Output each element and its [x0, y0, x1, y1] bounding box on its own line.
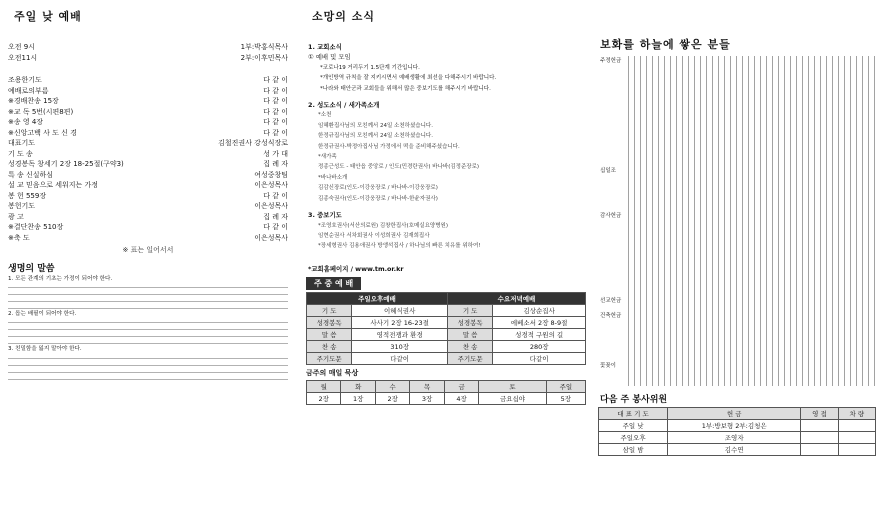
order-person: 집 례 자: [263, 212, 288, 221]
offering-label: 선교헌금: [600, 298, 622, 304]
bible-day: 수: [375, 381, 409, 393]
order-row: [8, 149, 288, 160]
sermon-title: 생명의 말씀: [8, 264, 55, 274]
order-item: 봉 헌 559장: [8, 191, 47, 200]
order-row: [8, 180, 288, 191]
duty-cell: [838, 420, 875, 432]
sermon-point: 2. 돕는 배필이 되어야 한다.: [8, 311, 77, 318]
prayer-news: 3. 중보기도: [308, 211, 342, 220]
duty-service: 주일오후: [599, 432, 668, 444]
offering-names-block: [626, 56, 876, 386]
offering-label: 건축헌금: [600, 313, 622, 319]
order-row: [8, 233, 288, 244]
order-item: 기 도 송: [8, 149, 33, 158]
offering-list: [600, 56, 876, 386]
order-row: [8, 128, 288, 139]
order-row: [8, 222, 288, 233]
order-item: 봉헌기도: [8, 202, 36, 210]
weekly-cell: 이혜식권사: [352, 305, 448, 317]
order-row: [8, 138, 288, 149]
order-row: [8, 96, 288, 107]
sermon-filler: [8, 319, 288, 345]
time-2: 오전11시: [8, 53, 38, 62]
weekly-cell: 다같이: [493, 353, 586, 365]
weekly-cell: 찬 송: [307, 341, 352, 353]
order-item: ※교 독 5번(시편8편): [8, 107, 74, 116]
duty-cell: [801, 444, 838, 456]
order-item: 성경봉독 창세기 2장 18-25절(구약3): [8, 160, 124, 168]
bible-chapter: 금요십야: [479, 393, 546, 405]
middle-column: [300, 0, 592, 529]
duty-cell: [801, 420, 838, 432]
offering-label: 감사헌금: [600, 213, 622, 219]
order-row: [8, 75, 288, 86]
sermon-body: [8, 276, 288, 381]
duty-cell: [801, 432, 838, 444]
offering-labels: [600, 56, 626, 386]
order-item: 설 교 믿음으로 세워지는 가정: [8, 181, 99, 189]
duty-row: [599, 432, 876, 444]
duty-row: [599, 444, 876, 456]
order-item: 예배로의부름: [8, 86, 49, 95]
order-row: [8, 212, 288, 223]
order-person: 다 같 이: [263, 128, 288, 137]
order-person: 김철진권사 강성식장로: [218, 139, 288, 147]
leader-1: 1부:박홍식목사: [240, 43, 288, 51]
church-news: 1. 교회소식: [308, 43, 342, 51]
sermon-point: 1. 모든 관계의 기초는 가정이 되어야 한다.: [8, 276, 113, 282]
order-item: 특 송 신실하심: [8, 170, 54, 179]
weekly-cell: 주기도문: [447, 353, 492, 365]
bible-day: 금: [444, 381, 478, 393]
bible-day: 화: [341, 381, 375, 393]
news-item: *나라와 태안군과 교회들을 위해서 많은 중보기도를 해주시기 바랍니다.: [320, 85, 491, 92]
weekly-row: [307, 353, 586, 365]
order-person: 다 같 이: [263, 76, 288, 84]
weekly-cell: 김상순집사: [493, 305, 586, 317]
order-row: [8, 191, 288, 202]
order-row: [8, 107, 288, 118]
worship-times: [8, 42, 288, 63]
order-person: 다 같 이: [263, 191, 288, 200]
duty-cell: [838, 444, 875, 456]
sermon-filler: [8, 284, 288, 310]
order-row: [8, 159, 288, 170]
order-row: [8, 170, 288, 181]
weekly-row: [307, 305, 586, 317]
bible-day: 토: [479, 381, 546, 393]
weekly-cell: 사사기 2장 16-23절: [352, 317, 448, 329]
weekly-row: [307, 341, 586, 353]
right-column: [596, 0, 880, 529]
weekly-cell: 영적전쟁과 환경: [352, 329, 448, 341]
bible-chapter: 4장: [444, 393, 478, 405]
weekly-cell: 주기도문: [307, 353, 352, 365]
duty-row: [599, 420, 876, 432]
order-person: 다 같 이: [263, 118, 288, 126]
weekly-cell: 다같이: [352, 353, 448, 365]
duty-prayer: 1부:방보형 2부:김청은: [668, 420, 801, 432]
order-item: 광 고: [8, 212, 24, 221]
duty-header: 차 량: [838, 408, 875, 420]
weekly-services: [306, 277, 586, 405]
order-person: 다 같 이: [263, 223, 288, 231]
time-1: 오전 9시: [8, 43, 35, 51]
weekly-table: [306, 292, 586, 365]
order-person: 다 같 이: [263, 107, 288, 116]
order-item: ※경배찬송 15장: [8, 97, 59, 105]
leader-2: 2부:이후민목사: [240, 53, 288, 62]
weekly-row: [307, 317, 586, 329]
sun-pm-header: 주일오후예배: [307, 293, 448, 305]
order-item: ※송 영 4장: [8, 118, 44, 126]
offering-label: 주정헌금: [600, 58, 622, 64]
news-title: 소망의 소식: [312, 10, 375, 23]
duty-table: [598, 407, 876, 456]
order-person: 이은성목사: [254, 233, 288, 242]
sermon-point: 3. 친밀함을 잃지 말아야 한다.: [8, 346, 82, 353]
bible-table: [306, 380, 586, 405]
order-row: [8, 117, 288, 128]
bible-day: 월: [307, 381, 341, 393]
order-item: 대표기도: [8, 139, 36, 147]
offering-label: 꽃꽂이: [600, 363, 616, 369]
order-person: 다 같 이: [263, 86, 288, 95]
news-items: [320, 63, 584, 94]
order-person: 성 가 대: [263, 149, 288, 158]
weekly-cell: 말 씀: [307, 329, 352, 341]
bible-title: 금주의 매일 묵상: [306, 369, 359, 378]
duty-cell: [838, 432, 875, 444]
order-of-service: [8, 75, 288, 243]
weekly-cell: 310장: [352, 341, 448, 353]
order-person: 다 같 이: [263, 97, 288, 105]
bible-chapter: 2장: [307, 393, 341, 405]
bible-chapter: 3장: [410, 393, 444, 405]
wed-pm-header: 수요저녁예배: [447, 293, 585, 305]
prayer-body: *조영호권사(서산의료원) 김창한집사(호메실요양병원) 임현순권사 서차회권사 이성희권사 김재희집사 *장세형권사 김용애권사 방앵석집사 / 하나님의 빠른 치유를 위하여!: [318, 222, 481, 250]
weekly-row: [307, 329, 586, 341]
member-news-body: *소천 임혜환집사님의 모친께서 24일 소천하셨습니다. 한정규집사님의 모친께서 24일 소천하셨습니다. 한정규권사-박정아집사님 가정에서 떡을 준비해주셨습니다. *새가족 정종근성도 - 태안읍 중앙로 / 인도(민경란권사) 바나바(김정준장로) *바나바소개 김감신장로(인도-이강웅장로 / 바나바-이강웅장로) 김종숙권사(인도-이강웅장로 / 바나바-한윤자권사): [318, 112, 480, 202]
weekly-title: 주 중 예 배: [306, 277, 361, 290]
weekly-cell: 성경봉독: [447, 317, 492, 329]
standing-note: ※ 표는 일어서서: [122, 246, 174, 254]
duty-prayer: 김수연: [668, 444, 801, 456]
weekly-cell: 기 도: [307, 305, 352, 317]
duty-service: 주일 낮: [599, 420, 668, 432]
weekly-cell: 기 도: [447, 305, 492, 317]
sermon-filler: [8, 355, 288, 381]
member-news: 2. 성도소식 / 새가족소개: [308, 101, 380, 110]
order-item: ※결단찬송 510장: [8, 223, 64, 231]
bible-day: 주일: [546, 381, 585, 393]
weekly-cell: 성경적 구원의 길: [493, 329, 586, 341]
order-item: ※신앙고백 사 도 신 경: [8, 128, 77, 137]
order-person: 이은성목사: [254, 181, 288, 189]
homepage-link[interactable]: *교회홈페이지 / www.tm.or.kr: [308, 264, 404, 273]
weekly-cell: 성경봉독: [307, 317, 352, 329]
order-item: 조용한기도: [8, 76, 42, 84]
bible-chapter: 2장: [375, 393, 409, 405]
weekly-cell: 말 씀: [447, 329, 492, 341]
duty-header: 영 접: [801, 408, 838, 420]
order-person: 집 례 자: [263, 160, 288, 168]
duty-service: 삼일 밤: [599, 444, 668, 456]
weekly-cell: 280장: [493, 341, 586, 353]
news-item: *개인방역 규칙을 잘 지키시면서 예배생활에 최선을 다해주시기 바랍니다.: [320, 75, 497, 82]
duty-prayer: 조영자: [668, 432, 801, 444]
duty-title: 다음 주 봉사위원: [600, 395, 668, 405]
left-column: [0, 0, 296, 529]
bible-chapter: 5장: [546, 393, 585, 405]
worship-news-sub: ① 예배 및 모임: [308, 53, 351, 62]
order-row: [8, 86, 288, 97]
offering-title: 보화를 하늘에 쌓은 분들: [600, 38, 731, 51]
order-item: ※축 도: [8, 233, 30, 242]
order-person: 여성중창팀: [254, 170, 288, 179]
bible-day: 목: [410, 381, 444, 393]
duty-header: 대 표 기 도: [599, 408, 668, 420]
order-row: [8, 201, 288, 212]
news-item: *코로나19 거리두기 1.5단계 기간입니다.: [320, 64, 420, 71]
weekly-cell: 에베소서 2장 8-9절: [493, 317, 586, 329]
weekly-cell: 찬 송: [447, 341, 492, 353]
bible-chapter: 1장: [341, 393, 375, 405]
news-section: [308, 42, 584, 274]
duty-header: 헌 금: [668, 408, 801, 420]
order-person: 이은성목사: [254, 202, 288, 210]
worship-title: 주일 낮 예배: [14, 10, 82, 23]
offering-label: 십일조: [600, 168, 616, 174]
